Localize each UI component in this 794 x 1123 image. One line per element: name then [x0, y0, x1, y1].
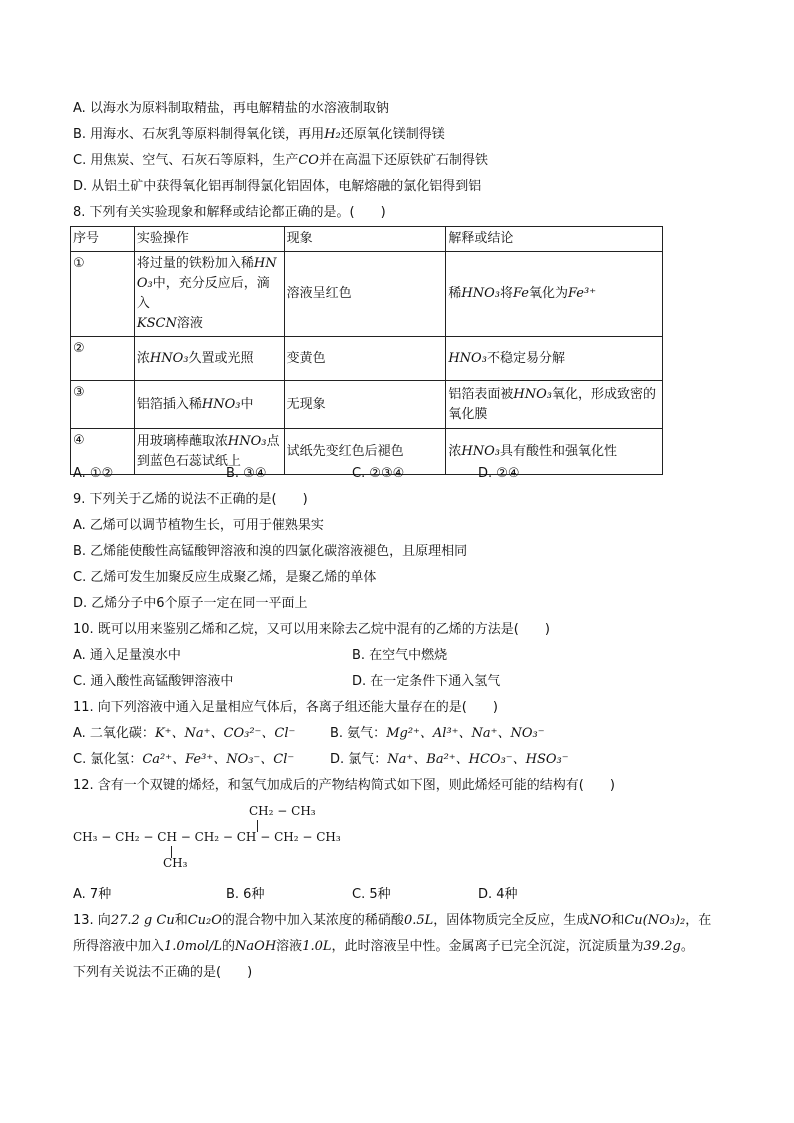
row-conclusion: 浓HNO₃具有酸性和强氧化性	[446, 429, 663, 475]
q12-option-a: A. 7种	[73, 887, 112, 902]
formula-main-chain: CH₃ − CH₂ − CH − CH₂ − CH − CH₂ − CH₃	[73, 830, 341, 844]
q10-option-d: D. 在一定条件下通入氢气	[352, 674, 501, 689]
q11-option-a: A. 二氧化碳：K⁺、Na⁺、CO₃²⁻、Cl⁻	[73, 726, 296, 741]
q8-option-c: C. ②③④	[352, 466, 405, 481]
header-conclusion: 解释或结论	[446, 227, 663, 252]
row-number: ②	[71, 337, 135, 381]
row-operation: 用玻璃棒蘸取浓HNO₃点 到蓝色石蕊试纸上	[134, 429, 284, 475]
table-row	[71, 381, 663, 429]
q11-option-c: C. 氯化氢：Ca²⁺、Fe³⁺、NO₃⁻、Cl⁻	[73, 752, 295, 767]
row-phenomenon: 无现象	[284, 381, 446, 429]
q13-line-1: 13. 向27.2 g Cu和Cu₂O的混合物中加入某浓度的稀硝酸0.5L，固体物质完全反应，生成NO和Cu(NO₃)₂，在	[73, 913, 712, 928]
q11-option-d: D. 氯气：Na⁺、Ba²⁺、HCO₃⁻、HSO₃⁻	[330, 752, 569, 767]
q13-line-2: 所得溶液中加入1.0mol/L的NaOH溶液1.0L，此时溶液呈中性。金属离子已完全沉淀，沉淀质量为39.2g。	[73, 939, 694, 954]
q8-option-b: B. ③④	[226, 466, 267, 481]
q9-option-a: A. 乙烯可以调节植物生长，可用于催熟果实	[73, 518, 324, 533]
q7-option-b: B. 用海水、石灰乳等原料制得氧化镁，再用H₂还原氧化镁制得镁	[73, 127, 445, 142]
header-operation: 实验操作	[134, 227, 284, 252]
q7-option-d: D. 从铝土矿中获得氧化铝再制得氯化铝固体，电解熔融的氯化铝得到铝	[73, 179, 482, 194]
q8-stem: 8. 下列有关实验现象和解释或结论都正确的是。( )	[73, 205, 386, 220]
q12-option-d: D. 4种	[478, 887, 518, 902]
row-conclusion: 稀HNO₃将Fe氧化为Fe³⁺	[446, 252, 663, 337]
header-phenomenon: 现象	[284, 227, 446, 252]
q12-option-c: C. 5种	[352, 887, 391, 902]
header-no: 序号	[71, 227, 135, 252]
q9-stem: 9. 下列关于乙烯的说法不正确的是( )	[73, 492, 308, 507]
q13-line-3: 下列有关说法不正确的是( )	[73, 965, 253, 980]
q8-option-a: A. ①②	[73, 466, 114, 481]
q11-option-b: B. 氨气：Mg²⁺、Al³⁺、Na⁺、NO₃⁻	[330, 726, 545, 741]
q7-option-c: C. 用焦炭、空气、石灰石等原料，生产CO并在高温下还原铁矿石制得铁	[73, 153, 488, 168]
row-phenomenon: 试纸先变红色后褪色	[284, 429, 446, 475]
row-number: ④	[71, 429, 135, 475]
row-operation: 浓HNO₃久置或光照	[134, 337, 284, 381]
row-phenomenon: 溶液呈红色	[284, 252, 446, 337]
q10-option-a: A. 通入足量溴水中	[73, 648, 181, 663]
row-conclusion: HNO₃不稳定易分解	[446, 337, 663, 381]
q9-option-c: C. 乙烯可发生加聚反应生成聚乙烯，是聚乙烯的单体	[73, 570, 377, 585]
row-number: ③	[71, 381, 135, 429]
table-header-row	[71, 227, 663, 252]
q9-option-b: B. 乙烯能使酸性高锰酸钾溶液和溴的四氯化碳溶液褪色，且原理相同	[73, 544, 468, 559]
row-operation: 铝箔插入稀HNO₃中	[134, 381, 284, 429]
row-operation: 将过量的铁粉加入稀HN O₃中，充分反应后，滴入 KSCN溶液	[134, 252, 284, 337]
q12-stem: 12. 含有一个双键的烯烃，和氢气加成后的产物结构简式如下图，则此烯烃可能的结构有( )	[73, 778, 615, 793]
formula-bottom-branch: CH₃	[163, 856, 188, 870]
q7-option-a: A. 以海水为原料制取精盐，再电解精盐的水溶液制取钠	[73, 101, 389, 116]
row-number: ①	[71, 252, 135, 337]
formula-top-branch: CH₂ − CH₃	[249, 804, 316, 818]
q11-stem: 11. 向下列溶液中通入足量相应气体后，各离子组还能大量存在的是( )	[73, 700, 498, 715]
table-row	[71, 337, 663, 381]
q9-option-d: D. 乙烯分子中6个原子一定在同一平面上	[73, 596, 308, 611]
q10-stem: 10. 既可以用来鉴别乙烯和乙烷，又可以用来除去乙烷中混有的乙烯的方法是( )	[73, 622, 550, 637]
row-phenomenon: 变黄色	[284, 337, 446, 381]
row-conclusion: 铝箔表面被HNO₃氧化，形成致密的 氧化膜	[446, 381, 663, 429]
q10-option-b: B. 在空气中燃烧	[352, 648, 448, 663]
structural-formula	[73, 804, 373, 874]
q10-option-c: C. 通入酸性高锰酸钾溶液中	[73, 674, 234, 689]
q12-option-b: B. 6种	[226, 887, 265, 902]
q8-experiment-table	[70, 226, 663, 475]
table-row	[71, 252, 663, 337]
q8-option-d: D. ②④	[478, 466, 520, 481]
